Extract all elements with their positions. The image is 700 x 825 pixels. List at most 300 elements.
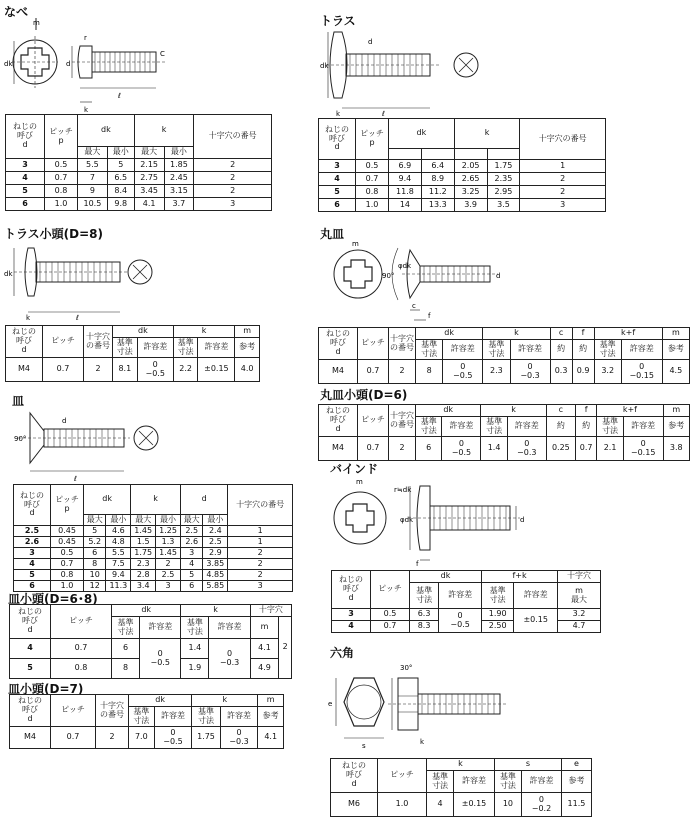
table-cell: 最小 xyxy=(164,147,194,159)
table-cell: 1.4 xyxy=(181,639,209,659)
cell-text: p xyxy=(64,504,70,513)
bind-drawing xyxy=(316,472,536,566)
cell-text: p xyxy=(58,135,64,145)
table-cell: 8 xyxy=(112,659,140,679)
cell-text: d xyxy=(27,713,33,723)
table-cell: 許容差 xyxy=(522,771,562,793)
dim-a90-maru-sara: 90° xyxy=(382,272,395,280)
cell-text: 寸法 xyxy=(197,715,214,725)
table-row xyxy=(6,172,272,185)
table-cell: 9 xyxy=(78,185,108,198)
table-cell: 6 xyxy=(112,639,140,659)
table-cell xyxy=(410,583,439,609)
table-cell: 3 xyxy=(180,548,202,559)
dim-d-nabe: d xyxy=(66,60,71,68)
cell-text xyxy=(432,773,448,791)
table-cell: 最大 xyxy=(78,147,108,159)
cell-text: 0 xyxy=(527,361,533,371)
table-cell: 4 xyxy=(180,559,202,570)
table-cell: 1 xyxy=(520,160,606,173)
table-cell: 3.45 xyxy=(134,185,164,198)
table-cell: 3.2 xyxy=(594,360,621,384)
table-cell: 許容差 xyxy=(220,707,258,727)
dim-d-maru-sara: d xyxy=(496,272,501,280)
table-cell: 最大 xyxy=(134,147,164,159)
table-cell: 0.8 xyxy=(356,186,389,199)
table-cell: 4.0 xyxy=(235,358,260,382)
table-cell: 8 xyxy=(84,559,106,570)
table-cell xyxy=(454,149,487,160)
table-row xyxy=(6,159,272,172)
cell-text: の番号 xyxy=(86,340,110,350)
table-cell: c xyxy=(550,328,572,340)
table-row xyxy=(14,570,293,581)
title-sara-68: 皿小頭(D=6･8) xyxy=(8,592,98,606)
table-cell: 最小 xyxy=(203,515,228,526)
table-cell: 最小 xyxy=(106,515,131,526)
table-cell: 1.75 xyxy=(487,160,520,173)
table-header-row xyxy=(10,695,284,707)
table-cell xyxy=(483,340,510,360)
truss-small-table xyxy=(5,325,260,382)
table-cell: 許容差 xyxy=(209,617,250,639)
table-cell xyxy=(621,360,662,384)
cell-text: 基準 xyxy=(420,416,437,426)
cell-text: 寸法 xyxy=(432,780,449,790)
dim-l-truss: ℓ xyxy=(382,110,385,118)
cell-text xyxy=(117,339,133,357)
table-cell: 11.5 xyxy=(561,793,591,817)
table-cell: 4.8 xyxy=(106,537,131,548)
cell-text xyxy=(12,328,36,354)
cell-text: 0 xyxy=(524,438,530,448)
table-cell: 4.7 xyxy=(558,621,601,633)
table-cell: 2 xyxy=(228,559,293,570)
table-cell: 8.4 xyxy=(107,185,134,198)
table-row xyxy=(331,793,592,817)
cell-text: −0.5 xyxy=(150,657,170,667)
table-cell: ±0.15 xyxy=(514,609,558,633)
cell-text: −0.5 xyxy=(145,368,165,378)
table-cell: 約 xyxy=(550,340,572,360)
table-cell: k xyxy=(134,115,194,147)
cell-text: 呼び xyxy=(24,499,40,509)
cell-text: −0.3 xyxy=(229,736,249,746)
table-cell: 3 xyxy=(14,548,51,559)
table-cell: k xyxy=(173,326,235,338)
table-cell: ピッチ xyxy=(358,405,389,437)
table-cell: 参考 xyxy=(561,771,591,793)
table-cell: 0.7 xyxy=(51,559,84,570)
table-cell: 2.15 xyxy=(134,159,164,172)
table-cell: 12 xyxy=(84,581,106,592)
cell-text xyxy=(490,587,506,605)
table-cell: 11.3 xyxy=(106,581,131,592)
table-cell: 許容差 xyxy=(510,340,550,360)
table-cell: 9.4 xyxy=(389,173,422,186)
table-cell: 0.5 xyxy=(45,159,78,172)
table-row xyxy=(319,173,606,186)
cell-text xyxy=(178,339,194,357)
cell-text: 寸法 xyxy=(486,425,503,435)
table-cell: 3.5 xyxy=(487,199,520,212)
table-cell: 8.3 xyxy=(410,621,439,633)
table-cell: 5 xyxy=(107,159,134,172)
table-cell: ピッチ xyxy=(371,571,410,609)
cell-text: 0 xyxy=(458,438,464,448)
table-cell: 4 xyxy=(332,621,371,633)
table-cell: 1.45 xyxy=(156,548,181,559)
table-cell: 2.3 xyxy=(131,559,156,570)
title-truss: トラス xyxy=(320,14,356,28)
cell-text: d xyxy=(335,346,341,356)
table-cell: 6 xyxy=(6,198,45,211)
table-cell: 2.5 xyxy=(14,526,51,537)
cell-text xyxy=(86,333,110,351)
cell-text: 0 xyxy=(457,610,463,620)
truss-small-drawing xyxy=(0,240,200,325)
cell-text: −0.5 xyxy=(163,736,183,746)
cell-text: ピッチ xyxy=(49,126,73,136)
dim-l-nabe: ℓ xyxy=(118,92,121,100)
table-cell: 2.5 xyxy=(180,526,202,537)
table-cell: 許容差 xyxy=(140,617,181,639)
table-cell xyxy=(6,326,43,358)
table-cell: 許容差 xyxy=(621,340,662,360)
cell-text: d xyxy=(335,423,341,433)
table-cell: 参考 xyxy=(258,707,284,727)
table-cell: 7.5 xyxy=(106,559,131,570)
cell-text xyxy=(421,418,437,436)
table-cell: 1.3 xyxy=(156,537,181,548)
table-cell: m xyxy=(258,695,284,707)
table-row xyxy=(10,639,292,659)
table-cell: ±0.15 xyxy=(198,358,235,382)
table-cell: 許容差 xyxy=(154,707,192,727)
dim-k-rokkaku: k xyxy=(420,738,425,746)
table-cell xyxy=(442,437,481,461)
cell-text xyxy=(163,729,182,747)
table-header-row xyxy=(319,405,690,417)
table-cell: f xyxy=(575,405,596,417)
table-cell xyxy=(389,328,416,360)
table-cell: 2.5 xyxy=(156,570,181,581)
table-cell: 許容差 xyxy=(623,417,663,437)
cell-text xyxy=(520,363,539,381)
table-cell xyxy=(510,360,550,384)
table-cell: 6 xyxy=(84,548,106,559)
table-cell: 2 xyxy=(389,437,416,461)
sara-table xyxy=(13,484,293,592)
table-cell: 1 xyxy=(228,526,293,537)
cell-text: 呼び xyxy=(22,616,38,626)
table-cell: 3.8 xyxy=(663,437,690,461)
table-cell: 3.15 xyxy=(164,185,194,198)
table-cell: 2 xyxy=(194,185,272,198)
cell-text: 呼び xyxy=(330,338,346,348)
table-cell xyxy=(507,437,546,461)
cell-text: ねじの xyxy=(18,696,42,706)
table-cell: dk xyxy=(84,485,131,515)
table-cell: 3 xyxy=(6,159,45,172)
table-cell: 0.7 xyxy=(371,621,410,633)
table-cell xyxy=(51,485,84,526)
table-cell: 2 xyxy=(96,727,129,749)
table-cell: 4.9 xyxy=(250,659,279,679)
table-cell: k+f xyxy=(597,405,663,417)
dim-m-maru-sara: m xyxy=(352,240,359,248)
table-cell: 2.3 xyxy=(483,360,510,384)
title-nabe: なべ xyxy=(4,5,29,19)
cell-text xyxy=(360,130,384,148)
table-cell: 3.7 xyxy=(164,198,194,211)
table-cell xyxy=(332,571,371,609)
table-cell: 2 xyxy=(84,358,113,382)
table-cell: 0.25 xyxy=(546,437,575,461)
cell-text: ピッチ xyxy=(55,495,79,505)
sara-7-table xyxy=(9,694,284,749)
dim-l-truss-small: ℓ xyxy=(76,314,79,322)
title-bind: バインド xyxy=(330,462,379,476)
cell-text: 呼び xyxy=(330,415,346,425)
table-header-row xyxy=(10,605,292,617)
table-cell: 2.1 xyxy=(597,437,623,461)
cell-text: 0 xyxy=(236,727,242,737)
dim-dk-maru-sara: φdk xyxy=(398,262,412,270)
table-header-row xyxy=(6,115,272,147)
cell-text: 0 xyxy=(460,361,466,371)
table-cell: 1.75 xyxy=(131,548,156,559)
table-cell: 2.6 xyxy=(14,537,51,548)
cell-text: 寸法 xyxy=(488,348,505,358)
table-cell: m xyxy=(662,328,689,340)
table-cell xyxy=(443,360,483,384)
cell-text xyxy=(629,363,654,381)
cell-text xyxy=(500,773,516,791)
cell-text xyxy=(326,330,350,356)
cell-text: 寸法 xyxy=(599,348,616,358)
table-cell: 2.75 xyxy=(134,172,164,185)
table-cell: f xyxy=(572,328,594,340)
table-cell: 4 xyxy=(14,559,51,570)
table-cell: 6 xyxy=(319,199,356,212)
table-row xyxy=(319,199,606,212)
table-cell: 1.90 xyxy=(482,609,514,621)
table-cell: 1.75 xyxy=(192,727,220,749)
cell-text: −0.3 xyxy=(517,447,537,457)
table-row xyxy=(10,727,284,749)
table-cell: 10 xyxy=(84,570,106,581)
table-cell: 4.5 xyxy=(662,360,689,384)
table-cell: ±0.15 xyxy=(454,793,495,817)
cell-text: −0.15 xyxy=(629,370,654,380)
table-cell xyxy=(623,437,663,461)
table-cell: M6 xyxy=(331,793,378,817)
cell-text: 寸法 xyxy=(489,594,506,604)
table-cell: k xyxy=(427,759,495,771)
maru-sara-drawing xyxy=(316,238,516,326)
table-cell: 5 xyxy=(14,570,51,581)
table-cell: M4 xyxy=(6,358,43,382)
dim-d-truss: d xyxy=(368,38,373,46)
table-cell xyxy=(594,340,621,360)
cell-text: ねじの xyxy=(342,761,366,771)
table-cell: f+k xyxy=(482,571,558,583)
table-cell: 0.7 xyxy=(51,727,96,749)
table-cell: d xyxy=(180,485,227,515)
table-cell: 7.0 xyxy=(129,727,155,749)
cell-text: 0 xyxy=(152,359,158,369)
table-cell: 3 xyxy=(156,581,181,592)
cell-text xyxy=(20,492,44,518)
rokkaku-drawing xyxy=(326,658,526,750)
table-cell: 0.8 xyxy=(51,570,84,581)
table-cell xyxy=(482,583,514,609)
dim-r-bind: r≒dk xyxy=(394,486,412,494)
dim-c-maru-sara: c xyxy=(412,302,416,310)
table-cell: 3.4 xyxy=(131,581,156,592)
table-cell: 1.0 xyxy=(378,793,427,817)
cell-text xyxy=(339,576,363,602)
table-cell: dk xyxy=(78,115,135,147)
table-cell: 1.45 xyxy=(131,526,156,537)
cell-text: 寸法 xyxy=(420,425,437,435)
table-cell: dk xyxy=(112,605,181,617)
table-cell: 5.2 xyxy=(84,537,106,548)
cell-text xyxy=(517,440,536,458)
table-header-row xyxy=(319,119,606,149)
cell-text: d xyxy=(348,592,354,602)
cell-text: −0.5 xyxy=(450,619,470,629)
table-cell: 最大 xyxy=(131,515,156,526)
table-cell: 8.9 xyxy=(421,173,454,186)
dim-dk-bind: φdk xyxy=(400,516,414,524)
cell-text: −0.5 xyxy=(451,447,472,457)
cell-text xyxy=(602,418,618,436)
cell-text xyxy=(453,363,472,381)
table-header-row xyxy=(319,328,690,340)
cell-text xyxy=(220,650,239,668)
table-cell: 参考 xyxy=(235,338,260,358)
title-maru-sara-small: 丸皿小頭(D=6) xyxy=(320,388,408,402)
table-cell xyxy=(45,115,78,159)
table-cell: 許容差 xyxy=(507,417,546,437)
cell-text xyxy=(18,608,42,634)
table-cell xyxy=(331,759,378,793)
cell-text xyxy=(390,412,414,430)
table-cell: 3 xyxy=(228,581,293,592)
table-cell: 0.9 xyxy=(572,360,594,384)
table-row xyxy=(319,437,690,461)
table-cell xyxy=(154,727,192,749)
table-cell: 2 xyxy=(194,159,272,172)
cell-text: d xyxy=(22,139,28,149)
table-cell: dk xyxy=(113,326,174,338)
table-cell: 約 xyxy=(575,417,596,437)
table-cell xyxy=(597,417,623,437)
table-cell: 0.5 xyxy=(51,548,84,559)
table-cell: m xyxy=(250,617,279,639)
table-cell xyxy=(421,149,454,160)
cell-text xyxy=(421,341,437,359)
table-cell xyxy=(356,119,389,160)
cell-text: の番号 xyxy=(100,709,124,719)
cell-text: d xyxy=(351,778,357,788)
table-cell: dk xyxy=(416,405,481,417)
table-cell: 3.9 xyxy=(454,199,487,212)
table-cell: dk xyxy=(410,571,482,583)
table-cell: 6.5 xyxy=(107,172,134,185)
table-cell: 1.9 xyxy=(181,659,209,679)
table-cell: 3 xyxy=(319,160,356,173)
rokkaku-table xyxy=(330,758,592,817)
cell-text: 0 xyxy=(227,648,233,658)
cell-text: d xyxy=(29,508,35,518)
table-cell: 1.4 xyxy=(481,437,507,461)
table-row xyxy=(319,160,606,173)
table-cell xyxy=(427,771,454,793)
table-header-row xyxy=(332,571,601,583)
sara-68-table xyxy=(9,604,292,679)
table-cell: 5 xyxy=(6,185,45,198)
bind-table xyxy=(331,570,601,633)
table-cell: 6 xyxy=(416,437,442,461)
table-cell: 2.65 xyxy=(454,173,487,186)
cell-text: −0.2 xyxy=(531,803,552,813)
table-cell: 0.5 xyxy=(356,160,389,173)
table-cell: 2 xyxy=(156,559,181,570)
table-cell: 0.7 xyxy=(575,437,596,461)
table-cell: ピッチ xyxy=(51,605,112,639)
table-cell: 十字穴の番号 xyxy=(194,115,272,159)
table-cell: 0.45 xyxy=(51,537,84,548)
table-cell: k+f xyxy=(594,328,662,340)
table-cell: ピッチ xyxy=(43,326,84,358)
table-cell: 許容差 xyxy=(514,583,558,609)
cell-text xyxy=(450,612,469,630)
table-cell: 9.8 xyxy=(107,198,134,211)
table-row xyxy=(319,360,690,384)
dim-m-bind: m xyxy=(356,478,363,486)
table-cell: 5 xyxy=(180,570,202,581)
table-cell: 6.3 xyxy=(410,609,439,621)
table-cell: 2.4 xyxy=(203,526,228,537)
table-cell: 10.5 xyxy=(78,198,108,211)
cell-text: ねじの xyxy=(18,607,42,617)
table-cell: 2.50 xyxy=(482,621,514,633)
cell-text: 寸法 xyxy=(117,626,134,636)
table-cell xyxy=(389,149,422,160)
dim-f-bind: f xyxy=(416,560,419,566)
table-cell: k xyxy=(483,328,550,340)
cell-text: 呼び xyxy=(16,336,32,346)
cell-text xyxy=(198,708,214,726)
cell-text: 寸法 xyxy=(499,780,516,790)
table-cell: 3 xyxy=(520,199,606,212)
cell-text: 基準 xyxy=(602,416,619,426)
cell-text xyxy=(600,341,616,359)
cell-text: 基準 xyxy=(197,706,214,716)
table-cell: 2.95 xyxy=(487,186,520,199)
cell-text: 基準 xyxy=(186,617,203,627)
cell-text: 寸法 xyxy=(186,626,203,636)
table-row xyxy=(319,186,606,199)
cell-text: d xyxy=(334,142,340,152)
cell-text: 呼び xyxy=(17,131,33,141)
table-cell: 2 xyxy=(194,172,272,185)
cell-text: −0.3 xyxy=(219,657,240,667)
nabe-table xyxy=(5,114,272,211)
